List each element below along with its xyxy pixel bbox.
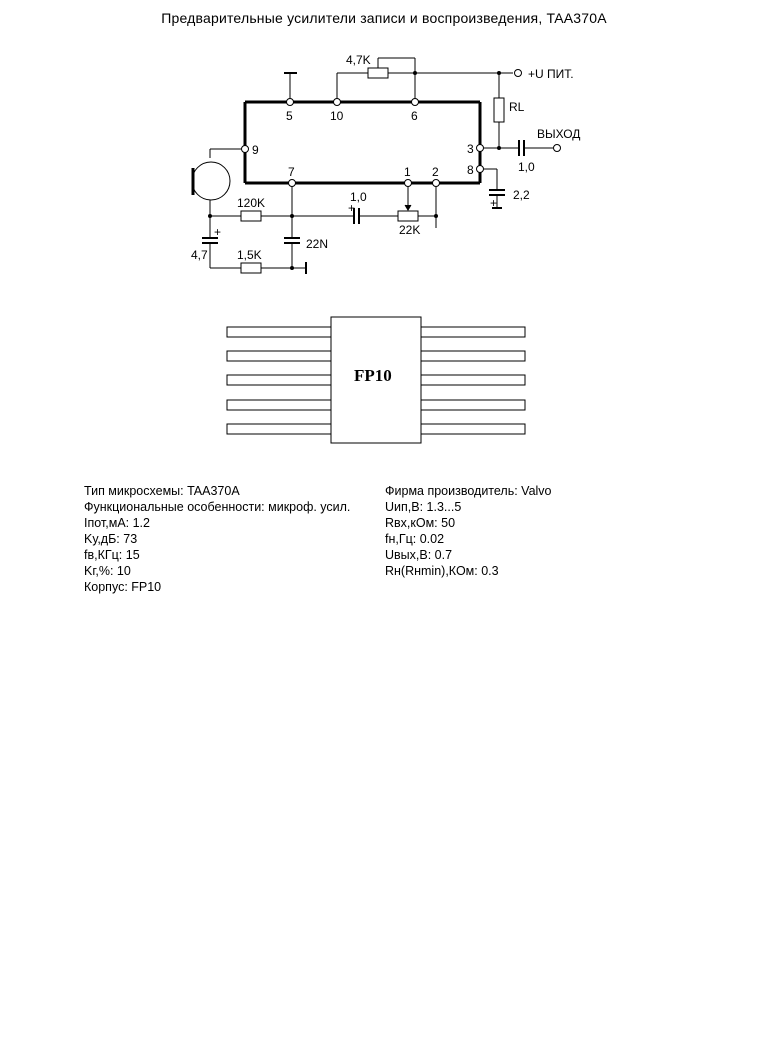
spec-list-right [385,483,552,579]
spec-chip-type: Тип микросхемы: TAA370A [84,484,240,498]
svg-text:+: + [214,225,222,239]
pin-1-label: 1 [404,165,411,179]
output-terminal [554,145,561,152]
spec-features: Функциональные особенности: микроф. усил. [84,500,351,514]
potentiometer-label: 22K [399,223,421,237]
capacitor-4-7-label: 4,7 [191,248,208,262]
spec-gain: Kу,дБ: 73 [84,532,138,546]
spec-load-resistance: Rн(Rнmin),КОм: 0.3 [385,564,499,578]
potentiometer-22k [398,211,418,221]
resistor-120k-label: 120K [237,196,266,210]
resistor-4k7 [368,68,388,78]
spec-supply-voltage: Uип,В: 1.3...5 [385,500,462,514]
spec-upper-frequency: fв,КГц: 15 [84,548,140,562]
svg-text:+: + [490,196,498,210]
pin-7-label: 7 [288,165,295,179]
spec-lower-frequency: fн,Гц: 0.02 [385,532,445,546]
supply-label: +U ПИТ. [528,67,574,81]
svg-text:+: + [348,201,356,215]
pin-3-label: 3 [467,142,474,156]
circuit-schematic [0,0,768,470]
spec-manufacturer: Фирма производитель: Valvo [385,484,552,498]
resistor-rl [494,98,504,122]
supply-terminal [515,70,522,77]
microphone-symbol [192,162,230,200]
output-capacitor-label: 1,0 [518,160,535,174]
pin-6-label: 6 [411,109,418,123]
page-title: Предварительные усилители записи и воспроизведения, TAA370A [161,10,607,26]
pin-2-label: 2 [432,165,439,179]
resistor-rl-label: RL [509,100,525,114]
spec-package: Корпус: FP10 [84,580,162,594]
spec-input-resistance: Rвх,кОм: 50 [385,516,456,530]
capacitor-22n-label: 22N [306,237,329,251]
spec-supply-current: Iпот,мА: 1.2 [84,516,150,530]
pin-9-label: 9 [252,143,259,157]
spec-list-left [84,483,350,595]
output-label: ВЫХОД [537,127,581,141]
resistor-4k7-label: 4,7K [346,53,371,67]
resistor-1k5-label: 1,5K [237,248,262,262]
resistor-120k [241,211,261,221]
spec-distortion: Kг,%: 10 [84,564,131,578]
pin-5-label: 5 [286,109,293,123]
resistor-1k5 [241,263,261,273]
pin-8-label: 8 [467,163,474,177]
pin-10-label: 10 [330,109,344,123]
capacitor-mid-label: 1,0 [350,190,367,204]
capacitor-2-2-label: 2,2 [513,188,530,202]
package-label: FP10 [354,366,392,385]
ic-body [245,102,480,183]
spec-output-voltage: Uвых,В: 0.7 [385,548,453,562]
